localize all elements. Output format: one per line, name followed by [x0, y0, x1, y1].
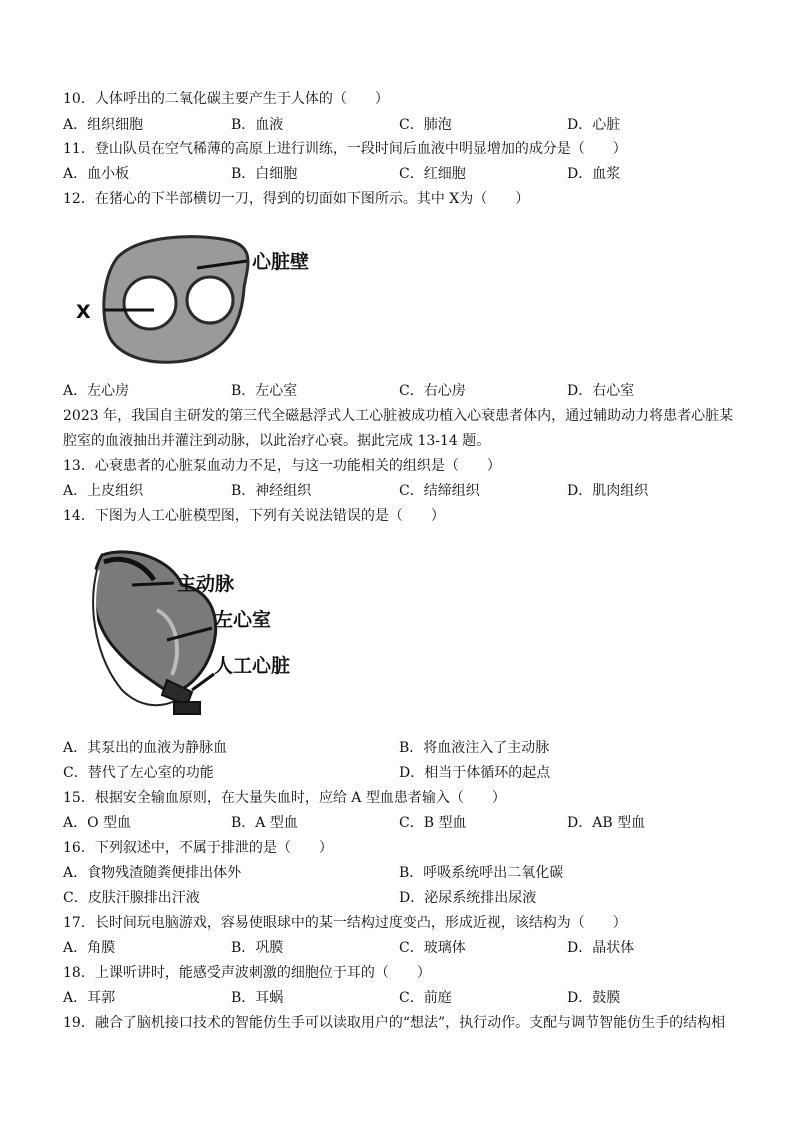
- question-13-stem: 13．心衰患者的心脏泵血动力不足，与这一功能相关的组织是（ ）: [63, 458, 501, 474]
- q12-option-c: C．右心房: [399, 383, 466, 399]
- q11-option-b: B．白细胞: [231, 166, 298, 182]
- label-aorta: 主动脉: [177, 573, 235, 595]
- q18-option-b: B．耳蜗: [231, 990, 284, 1006]
- label-x: X: [76, 301, 91, 323]
- question-17-stem: 17．长时间玩电脑游戏，容易使眼球中的某一结构过度变凸，形成近视，该结构为（ ）: [63, 915, 627, 931]
- q16-option-d: D．泌尿系统排出尿液: [399, 890, 537, 906]
- q12-option-b: B．左心室: [231, 383, 298, 399]
- question-14-stem: 14．下图为人工心脏模型图，下列有关说法错误的是（ ）: [63, 508, 445, 524]
- q18-option-a: A．耳郭: [63, 990, 116, 1006]
- q13-option-a: A．上皮组织: [63, 483, 144, 499]
- q13-option-b: B．神经组织: [231, 483, 312, 499]
- q10-option-a: A．组织细胞: [63, 117, 144, 133]
- q12-option-a: A．左心房: [63, 383, 130, 399]
- q14-option-c: C．替代了左心室的功能: [63, 765, 214, 781]
- q10-option-c: C．肺泡: [399, 117, 452, 133]
- q15-option-a: A．O 型血: [63, 815, 132, 831]
- q16-option-c: C．皮肤汗腺排出汗液: [63, 890, 200, 906]
- passage-line-2: 腔室的血液抽出并灌注到动脉，以此治疗心衰。据此完成 13-14 题。: [63, 433, 491, 449]
- q18-option-d: D．鼓膜: [567, 990, 621, 1006]
- q15-option-d: D．AB 型血: [567, 815, 646, 831]
- q11-option-a: A．血小板: [63, 166, 130, 182]
- q17-option-c: C．玻璃体: [399, 940, 466, 956]
- q15-option-c: C．B 型血: [399, 815, 467, 831]
- q18-option-c: C．前庭: [399, 990, 452, 1006]
- question-19-stem: 19．融合了脑机接口技术的智能仿生手可以读取用户的“想法”，执行动作。支配与调节智能仿生手的结构相: [63, 1015, 726, 1031]
- passage-line-1: 2023 年，我国自主研发的第三代全磁悬浮式人工心脏被成功植入心衰患者体内，通过辅助动力将患者心脏某: [63, 408, 734, 424]
- q15-option-b: B．A 型血: [231, 815, 298, 831]
- artificial-heart-figure: [62, 540, 322, 725]
- question-12-stem: 12．在猪心的下半部横切一刀，得到的切面如下图所示。其中 X为（ ）: [63, 191, 530, 207]
- q14-option-d: D．相当于体循环的起点: [399, 765, 551, 781]
- heart-cross-section-figure: [62, 228, 342, 373]
- q14-option-b: B．将血液注入了主动脉: [399, 740, 550, 756]
- q10-option-d: D．心脏: [567, 117, 621, 133]
- q10-option-b: B．血液: [231, 117, 284, 133]
- q12-option-d: D．右心室: [567, 383, 635, 399]
- question-18-stem: 18．上课听讲时，能感受声波刺激的细胞位于耳的（ ）: [63, 965, 431, 981]
- q13-option-c: C．结缔组织: [399, 483, 480, 499]
- question-11-stem: 11．登山队员在空气稀薄的高原上进行训练，一段时间后血液中明显增加的成分是（ ）: [63, 141, 627, 157]
- q14-option-a: A．其泵出的血液为静脉血: [63, 740, 228, 756]
- q17-option-b: B．巩膜: [231, 940, 284, 956]
- q11-option-d: D．血浆: [567, 166, 621, 182]
- question-16-stem: 16．下列叙述中，不属于排泄的是（ ）: [63, 840, 333, 856]
- q16-option-a: A．食物残渣随粪便排出体外: [63, 865, 242, 881]
- q13-option-d: D．肌肉组织: [567, 483, 649, 499]
- question-10-stem: 10．人体呼出的二氧化碳主要产生于人体的（ ）: [63, 91, 389, 107]
- q17-option-a: A．角膜: [63, 940, 116, 956]
- q16-option-b: B．呼吸系统呼出二氧化碳: [399, 865, 564, 881]
- label-heart-wall: 心脏壁: [252, 251, 310, 273]
- label-artificial-heart: 人工心脏: [214, 655, 291, 677]
- q17-option-d: D．晶状体: [567, 940, 635, 956]
- q11-option-c: C．红细胞: [399, 166, 466, 182]
- question-15-stem: 15．根据安全输血原则，在大量失血时，应给 A 型血患者输入（ ）: [63, 790, 506, 806]
- label-left-ventricle: 左心室: [214, 609, 272, 631]
